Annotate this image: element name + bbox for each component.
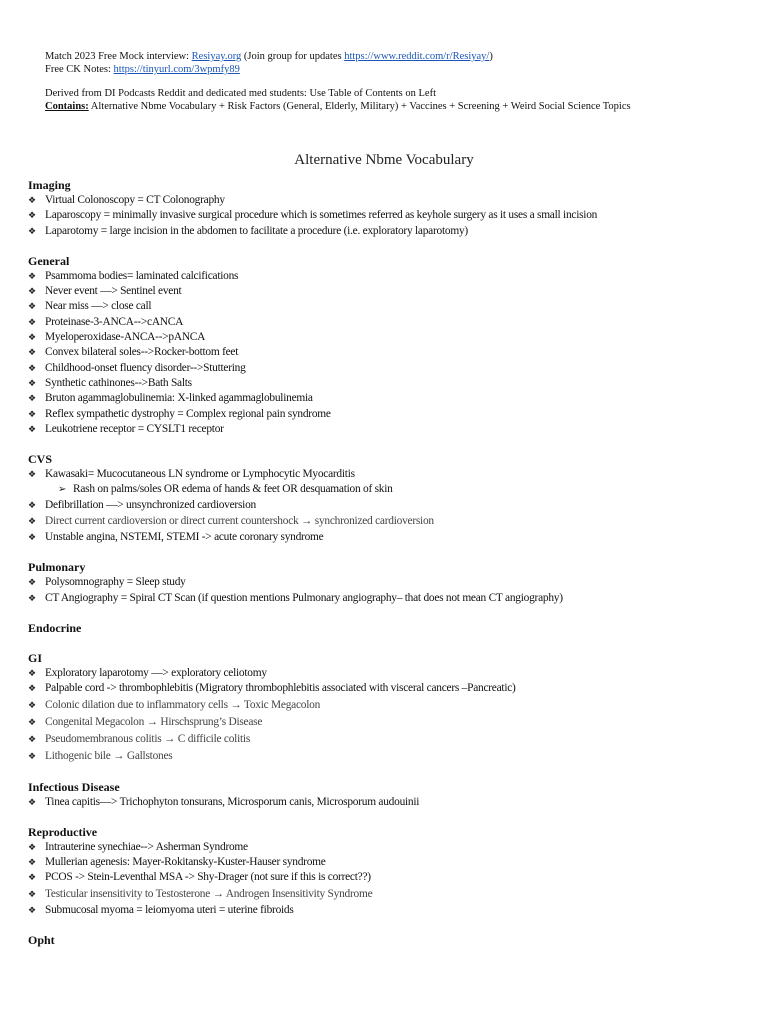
bullet-icon: ❖ [28,667,36,678]
bullet-icon: ❖ [28,362,36,373]
bullet-icon: ❖ [28,423,36,434]
bullet-icon: ❖ [28,225,36,236]
bullet-icon: ❖ [28,733,36,744]
bullet-icon: ❖ [28,270,36,281]
bullet-icon: ❖ [28,499,36,510]
bullet-icon: ❖ [28,408,36,419]
section-title-general: General [28,253,70,268]
header-line-mock-interview: Match 2023 Free Mock interview: Resiyay.org (Join group for updates https://www.reddit.com/r/Resiyay/) [45,51,493,62]
section-title-opht: Opht [28,933,55,948]
list-item: ❖ Unstable angina, NSTEMI, STEMI -> acute coronary syndrome [28,530,748,545]
ck-notes-link[interactable]: https://tinyurl.com/3wpmfy89 [113,64,240,75]
list-item: ❖ Virtual Colonoscopy = CT Colonography [28,193,748,208]
list-item: ❖ Reflex sympathetic dystrophy = Complex regional pain syndrome [28,407,748,422]
section-title-endocrine: Endocrine [28,620,82,635]
bullet-icon: ❖ [28,316,36,327]
list-item: ❖ PCOS -> Stein-Leventhal MSA -> Shy-Drager (not sure if this is correct??) [28,870,748,885]
bullet-icon: ❖ [28,592,36,603]
list-item: ❖ Childhood-onset fluency disorder-->Stuttering [28,361,748,376]
bullet-icon: ❖ [28,872,36,883]
list-item: ❖ Bruton agammaglobulinemia: X-linked agammaglobulinemia [28,391,748,406]
list-item: ❖ Polysomnography = Sleep study [28,575,748,590]
list-item: ❖ Pseudomembranous colitis → C difficile colitis [28,731,748,748]
bullet-icon: ❖ [28,577,36,588]
arrow-bullet-icon: ➢ [58,484,67,496]
bullet-icon: ❖ [28,683,36,694]
header-line-ck-notes: Free CK Notes: https://tinyurl.com/3wpmfy89 [45,64,240,75]
header-line-contains: Contains: Alternative Nbme Vocabulary + Risk Factors (General, Elderly, Military) + Vaccines + Screening + Weird Social Science Topics [45,101,631,112]
bullet-icon: ❖ [28,393,36,404]
list-item: ❖ Tinea capitis—> Trichophyton tonsurans, Microsporum canis, Microsporum audouinii [28,795,748,810]
list-item: ❖ Proteinase-3-ANCA-->cANCA [28,315,748,330]
document-title: Alternative Nbme Vocabulary [294,152,474,168]
document-header [45,50,631,113]
list-subitem: ➢ Rash on palms/soles OR edema of hands & feet OR desquamation of skin [28,482,748,497]
bullet-icon: ❖ [28,195,36,205]
section-title-gi: GI [28,650,43,665]
list-item: ❖ Defibrillation —> unsynchronized cardioversion [28,498,748,513]
bullet-icon: ❖ [28,377,36,388]
list-item: ❖ Myeloperoxidase-ANCA-->pANCA [28,330,748,345]
list-item: ❖ Lithogenic bile → Gallstones [28,748,748,765]
bullet-icon: ❖ [28,699,36,710]
list-item: ❖ Colonic dilation due to inflammatory cells → Toxic Megacolon [28,697,748,714]
section-title-cvs: CVS [28,452,53,467]
list-item: ❖ Never event —> Sentinel event [28,284,748,299]
section-title-infectious-disease: Infectious Disease [28,779,120,794]
bullet-icon: ❖ [28,796,36,807]
list-item: ❖ Intrauterine synechiae--> Asherman Syndrome [28,840,748,855]
list-item: ❖ Psammoma bodies= laminated calcifications [28,269,748,284]
bullet-icon: ❖ [28,332,36,343]
bullet-icon: ❖ [28,532,36,543]
bullet-icon: ❖ [28,841,36,852]
list-item: ❖ CT Angiography = Spiral CT Scan (if question mentions Pulmonary angiography– that does not mean CT angiography) [28,591,748,606]
list-item: ❖ Palpable cord -> thrombophlebitis (Migratory thrombophlebitis associated with visceral cancers –Pancreatic) [28,681,748,696]
section-title-pulmonary: Pulmonary [28,560,86,575]
bullet-icon: ❖ [28,750,36,761]
bullet-icon: ❖ [28,888,36,899]
document-body [28,177,748,948]
bullet-icon: ❖ [28,286,36,297]
bullet-icon: ❖ [28,716,36,727]
section-title-imaging: Imaging [28,178,71,192]
section-title-reproductive: Reproductive [28,824,98,839]
list-item: ❖ Exploratory laparotomy —> exploratory celiotomy [28,666,748,681]
list-item: ❖ Testicular insensitivity to Testosterone → Androgen Insensitivity Syndrome [28,886,748,903]
resiyay-link[interactable]: Resiyay.org [191,51,242,62]
list-item: ❖ Laparoscopy = minimally invasive surgical procedure which is sometimes referred as keyhole surgery as it uses a small incision [28,208,748,223]
list-item: ❖ Laparotomy = large incision in the abdomen to facilitate a procedure (i.e. exploratory laparotomy) [28,224,748,239]
list-item: ❖ Submucosal myoma = leiomyoma uteri = uterine fibroids [28,903,748,918]
list-item: ❖ Kawasaki= Mucocutaneous LN syndrome or Lymphocytic Myocarditis [28,467,748,482]
list-item: ❖ Near miss —> close call [28,299,748,314]
list-item: ❖ Direct current cardioversion or direct current countershock → synchronized cardioversion [28,513,748,530]
bullet-icon: ❖ [28,347,36,358]
bullet-icon: ❖ [28,904,36,915]
list-item: ❖ Mullerian agenesis: Mayer-Rokitansky-Kuster-Hauser syndrome [28,855,748,870]
bullet-icon: ❖ [28,516,36,527]
list-item: ❖ Synthetic cathinones-->Bath Salts [28,376,748,391]
contains-label: Contains: [45,101,89,112]
bullet-icon: ❖ [28,210,36,221]
bullet-icon: ❖ [28,469,36,480]
bullet-icon: ❖ [28,857,36,868]
header-line-derived: Derived from DI Podcasts Reddit and dedicated med students: Use Table of Contents on Left [45,88,436,99]
bullet-icon: ❖ [28,301,36,312]
list-item: ❖ Convex bilateral soles-->Rocker-bottom feet [28,345,748,360]
list-item: ❖ Leukotriene receptor = CYSLT1 receptor [28,422,748,437]
reddit-link[interactable]: https://www.reddit.com/r/Resiyay/ [344,51,490,62]
list-item: ❖ Congenital Megacolon → Hirschsprung’s Disease [28,714,748,731]
